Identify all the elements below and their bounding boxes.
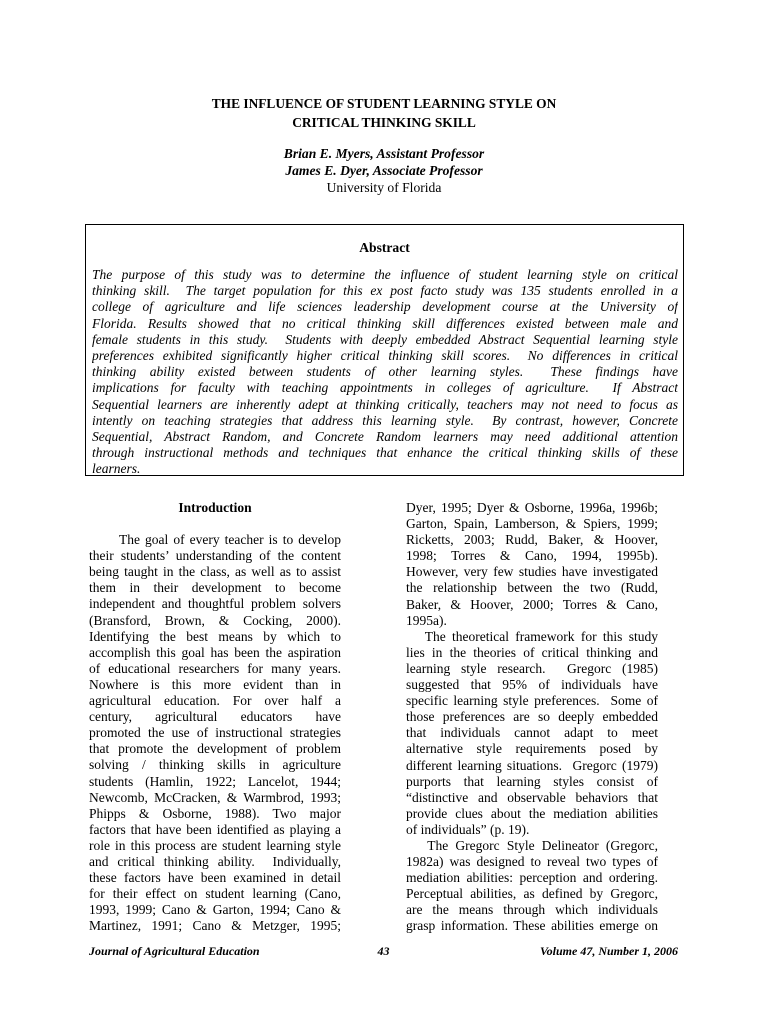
footer-page-number: 43 (377, 944, 390, 958)
text-line: learners. (92, 461, 141, 477)
text-line: their students’ understanding of the content (89, 548, 341, 564)
text-line: grasp information. These abilities emerge on (406, 918, 658, 934)
text-line: Nowhere is this more evident than in (89, 676, 341, 692)
text-line: Baker, & Hoover, 2000; Torres & Cano, (406, 596, 658, 612)
text-line: implications for faculty with teaching appointments in colleges of agriculture. If Abstract (92, 380, 678, 396)
text-line: students (Hamlin, 1922; Lancelot, 1944; (89, 773, 341, 789)
abstract-box (85, 224, 684, 476)
title-line-2: CRITICAL THINKING SKILL (292, 115, 476, 130)
text-line: agricultural education. For over half a (89, 693, 341, 709)
text-line: The purpose of this study was to determine the influence of student learning style on critical (92, 267, 678, 282)
footer-journal: Journal of Agricultural Education (89, 944, 260, 958)
text-line: The goal of every teacher is to develop (89, 532, 341, 548)
introduction-heading: Introduction (178, 500, 252, 515)
text-line: preferences exhibited significantly higher critical thinking skill scores. No differences in critical (92, 348, 678, 364)
right-column-text (406, 500, 658, 935)
text-line: Florida. Results showed that no critical thinking skill differences existed between male and (92, 315, 678, 331)
text-line: those preferences are so deeply embedded (406, 709, 658, 725)
text-line: that individuals cannot adapt to meet (406, 725, 658, 741)
text-line: Phipps & Osborne, 1988). Two major (89, 805, 341, 821)
text-line: Newcomb, McCracken, & Warmbrod, 1993; (89, 789, 341, 805)
text-line: Sequential, Abstract Random, and Concrete Random learners may need additional attention (92, 429, 678, 445)
text-line: that promote the development of problem (89, 741, 341, 757)
text-line: accomplish this goal has been the aspiration (89, 644, 341, 660)
author-2: James E. Dyer, Associate Professor (285, 163, 483, 178)
text-line: college of agriculture and life sciences leadership development course at the University of (92, 299, 678, 315)
affiliation: University of Florida (326, 180, 442, 195)
text-line: Sequential learners are inherently adept at thinking critically, teachers may not need to focus as (92, 396, 678, 412)
text-line: them in their development to become (89, 580, 341, 596)
text-line: suggested that 95% of individuals have (406, 677, 658, 693)
text-line: Identifying the best means by which to (89, 628, 341, 644)
text-line: of educational researchers for many years. (89, 660, 341, 676)
text-line: through instructional methods and techniques that enhance the critical thinking skills of these (92, 445, 678, 461)
text-line: solving / thinking skills in agriculture (89, 757, 341, 773)
abstract-heading: Abstract (359, 240, 410, 255)
text-line: and critical thinking ability. Individually, (89, 853, 341, 869)
text-line: these factors have been examined in detail (89, 870, 341, 886)
text-line: the relationship between the two (Rudd, (406, 580, 658, 596)
text-line: for their effect on student learning (Cano, (89, 886, 341, 902)
text-line: provide clues about the mediation abilities (406, 805, 658, 821)
text-line: independent and thoughtful problem solvers (89, 596, 341, 612)
paper-title (0, 94, 768, 132)
text-line: promoted the use of instructional strategies (89, 725, 341, 741)
text-line: are the means through which individuals (406, 902, 658, 918)
author-block (0, 145, 768, 196)
right-column (406, 500, 658, 935)
text-line: Dyer, 1995; Dyer & Osborne, 1996a, 1996b; (406, 500, 658, 515)
text-line: 1998; Torres & Cano, 1994, 1995b). (406, 548, 658, 564)
text-line: female students in this study. Students with deeply embedded Abstract Sequential learning style (92, 331, 678, 347)
text-line: specific learning style preferences. Some of (406, 693, 658, 709)
text-line: 1982a) was designed to reveal two types of (406, 854, 658, 870)
author-1: Brian E. Myers, Assistant Professor (283, 146, 485, 161)
text-line: thinking skill. The target population for this ex post facto study was 135 students enrolled in a (92, 283, 678, 299)
title-line-1: THE INFLUENCE OF STUDENT LEARNING STYLE ON (211, 96, 557, 111)
text-line: Perceptual abilities, as defined by Gregorc, (406, 886, 658, 902)
text-line: The theoretical framework for this study (406, 628, 658, 644)
text-line: different learning situations. Gregorc (1979) (406, 757, 658, 773)
text-line: However, very few studies have investigated (406, 564, 658, 580)
text-line: learning style research. Gregorc (1985) (406, 660, 658, 676)
left-column-text (89, 532, 341, 934)
left-column (89, 500, 341, 934)
text-line: lies in the theories of critical thinking and (406, 644, 658, 660)
text-line: Garton, Spain, Lamberson, & Spiers, 1999; (406, 516, 658, 532)
text-line: of individuals” (p. 19). (406, 821, 530, 837)
text-line: factors that have been identified as playing a (89, 821, 341, 837)
text-line: Ricketts, 2003; Rudd, Baker, & Hoover, (406, 532, 658, 548)
text-line: The Gregorc Style Delineator (Gregorc, (406, 837, 658, 853)
text-line: “distinctive and observable behaviors that (406, 789, 658, 805)
footer-volume: Volume 47, Number 1, 2006 (539, 944, 678, 958)
text-line: intently on teaching strategies that address this learning style. By contrast, however, Concrete (92, 412, 678, 428)
text-line: being taught in the class, as well as to assist (89, 564, 341, 580)
text-line: role in this process are student learning style (89, 837, 341, 853)
text-line: 1995a). (406, 612, 447, 628)
text-line: mediation abilities: perception and ordering. (406, 870, 658, 886)
text-line: (Bransford, Brown, & Cocking, 2000). (89, 612, 341, 628)
text-line: 1993, 1999; Cano & Garton, 1994; Cano & (89, 902, 341, 918)
text-line: century, agricultural educators have (89, 709, 341, 725)
page-footer (89, 943, 678, 960)
text-line: alternative style requirements posed by (406, 741, 658, 757)
text-line: Martinez, 1991; Cano & Metzger, 1995; (89, 918, 341, 934)
text-line: purports that learning styles consist of (406, 773, 658, 789)
text-line: thinking ability existed between students of other learning styles. These findings have (92, 364, 678, 380)
abstract-text (92, 267, 678, 478)
